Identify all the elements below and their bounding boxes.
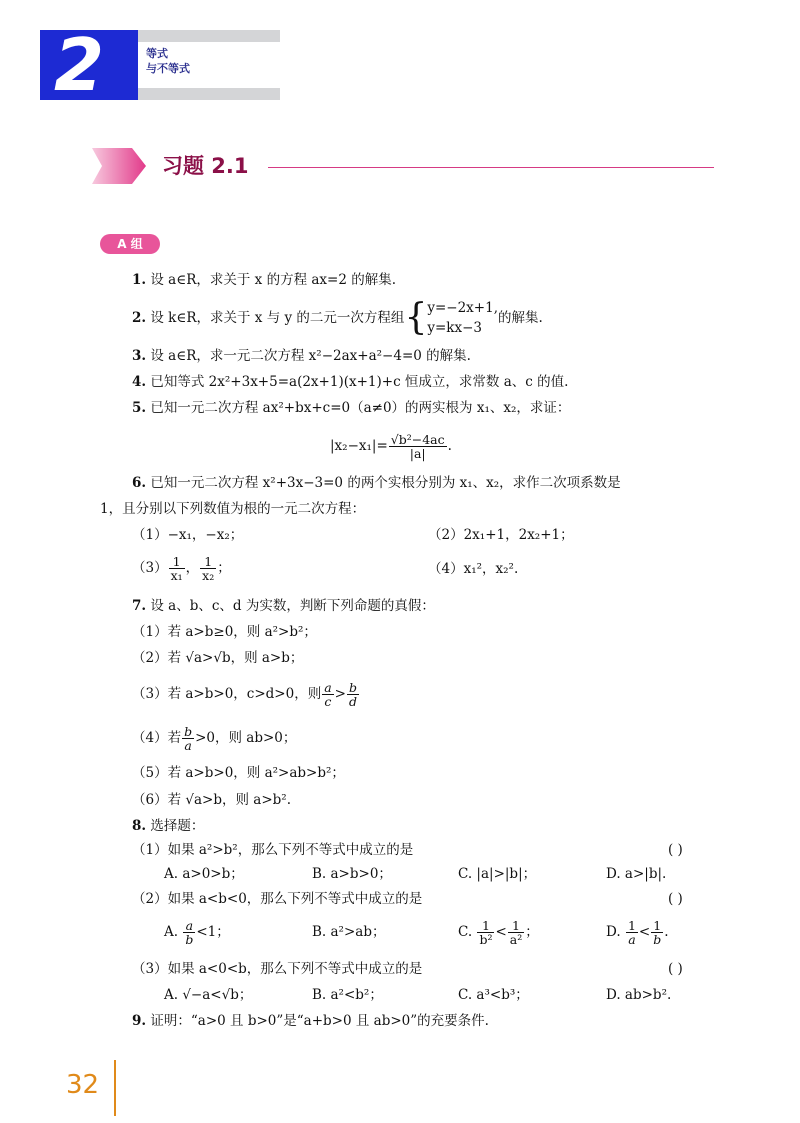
fraction-denominator: c	[324, 693, 332, 709]
fraction-numerator: b	[348, 679, 357, 695]
formula-end: .	[447, 438, 452, 454]
fraction	[322, 681, 333, 708]
fraction-numerator: 1	[169, 555, 185, 569]
fraction-numerator: √b²−4ac	[390, 431, 445, 447]
page-number-rule	[114, 1060, 116, 1116]
option-end: <1；	[196, 924, 230, 940]
option-end: ；	[217, 560, 231, 576]
exercise-3	[132, 347, 471, 365]
fraction-denominator: a²	[509, 931, 523, 947]
exercise-text: 设 k∈R，求关于 x 与 y 的二元一次方程组	[150, 310, 405, 326]
choice-3-D: D. ab>b².	[606, 987, 672, 1003]
choice-2-stem: （2）如果 a<b<0，那么下列不等式中成立的是	[132, 891, 423, 907]
exercise-number: 6.	[132, 475, 147, 491]
choice-1-D: D. a>|b|.	[606, 866, 667, 882]
fraction-denominator: x₂	[202, 567, 215, 583]
option-2: （2）2x₁+1，2x₂+1；	[428, 527, 574, 543]
fraction-numerator: 1	[477, 919, 494, 933]
exercise-6-cont: 1，且分别以下列数值为根的一元二次方程：	[100, 501, 366, 517]
page-number: 32	[66, 1070, 100, 1100]
fraction-denominator: d	[348, 693, 357, 709]
fraction	[626, 919, 638, 946]
exercise-text: 已知一元二次方程 x²+3x−3=0 的两个实根分别为 x₁、x₂，求作二次项系数是	[150, 475, 621, 491]
exercise-text: 选择题：	[150, 818, 205, 834]
equation-2: y=kx−3	[427, 320, 482, 336]
exercise-text: 设 a∈R，求关于 x 的方程 ax=2 的解集.	[150, 272, 397, 288]
choice-2-B: B. a²>ab；	[312, 924, 386, 940]
choice-3-B: B. a²<b²；	[312, 987, 383, 1003]
exercise-number: 1.	[132, 272, 147, 288]
answer-blank: ( )	[668, 891, 683, 907]
chapter-title-line1: 等式	[146, 47, 168, 60]
proposition-6: （6）若 √a>b，则 a>b².	[132, 792, 291, 808]
fraction	[651, 919, 663, 946]
fraction	[508, 919, 524, 946]
chapter-tab	[40, 23, 240, 107]
left-brace: {	[404, 297, 428, 338]
exercise-text: 已知一元二次方程 ax²+bx+c=0（a≠0）的两实根为 x₁、x₂，求证：	[150, 400, 571, 416]
answer-blank: ( )	[668, 842, 683, 858]
exercise-number: 2.	[132, 310, 147, 326]
fraction-numerator: b	[184, 723, 193, 739]
exercise-number: 3.	[132, 348, 147, 364]
exercise-number: 4.	[132, 374, 147, 390]
exercise-4	[132, 373, 568, 391]
less-than: <	[638, 924, 651, 940]
fraction-numerator: 1	[200, 555, 216, 569]
chapter-title	[146, 46, 190, 76]
equation-1: y=−2x+1,	[427, 300, 498, 316]
exercise-6	[132, 474, 621, 492]
fraction	[182, 725, 194, 752]
choice-2-A	[164, 914, 230, 950]
fraction	[347, 681, 359, 708]
exercise-text: 已知等式 2x²+3x+5=a(2x+1)(x+1)+c 恒成立，求常数 a、c 的值.	[150, 374, 569, 390]
fraction-numerator: a	[324, 679, 332, 695]
exercise-9	[132, 1012, 489, 1030]
fraction	[169, 555, 185, 582]
section-rule	[268, 167, 714, 168]
choice-2-D	[606, 914, 669, 950]
exercise-5-formula	[330, 426, 452, 466]
proposition-1: （1）若 a>b≥0，则 a²>b²；	[132, 624, 317, 640]
chapter-number: 2	[54, 23, 105, 107]
fraction-denominator: a	[184, 737, 192, 753]
fraction	[183, 919, 195, 946]
proposition-2: （2）若 √a>√b，则 a>b；	[132, 650, 304, 666]
exercise-1	[132, 271, 396, 289]
choice-3-stem: （3）如果 a<0<b，那么下列不等式中成立的是	[132, 961, 423, 977]
proposition-4-text: （4）若	[132, 730, 182, 746]
fraction-numerator: 1	[651, 919, 663, 933]
choice-3-C: C. a³<b³；	[458, 987, 529, 1003]
exercise-text-end: 的解集.	[498, 310, 543, 326]
exercise-7	[132, 597, 435, 615]
choice-1-C: C. |a|>|b|；	[458, 866, 537, 882]
option-letter: A.	[164, 924, 179, 940]
fraction-numerator: a	[183, 919, 195, 933]
option-end: ；	[525, 924, 539, 940]
fraction-numerator: 1	[627, 917, 636, 933]
group-label: A 组	[100, 234, 160, 254]
choice-1-stem: （1）如果 a²>b²，那么下列不等式中成立的是	[132, 842, 414, 858]
fraction	[477, 919, 494, 946]
option-letter: D.	[606, 924, 621, 940]
less-than: <	[495, 924, 507, 940]
exercise-number: 7.	[132, 598, 147, 614]
choice-1-B: B. a>b>0；	[312, 866, 392, 882]
chapter-title-line2: 与不等式	[146, 62, 190, 75]
fraction-denominator: a	[628, 931, 636, 947]
option-3	[132, 550, 231, 586]
fraction-denominator: b	[185, 931, 194, 947]
greater-than: >	[334, 686, 346, 702]
fraction-denominator: b	[653, 931, 662, 947]
option-1: （1）−x₁，−x₂；	[132, 527, 244, 543]
exercise-text: 设 a、b、c、d 为实数，判断下列命题的真假：	[150, 598, 435, 614]
option-letter: C.	[458, 924, 473, 940]
option-end: .	[664, 924, 669, 940]
choice-2-C	[458, 914, 539, 950]
proposition-4	[132, 720, 296, 756]
choice-1-A: A. a>0>b；	[164, 866, 244, 882]
exercise-2	[132, 297, 543, 339]
proposition-5: （5）若 a>b>0，则 a²>ab>b²；	[132, 765, 345, 781]
exercise-5	[132, 399, 570, 417]
choice-3-A: A. √−a<√b；	[164, 987, 253, 1003]
separator: ，	[185, 560, 200, 576]
option-3-label: （3）	[132, 560, 168, 576]
fraction	[200, 555, 216, 582]
section-title: 习题 2.1	[162, 154, 249, 178]
exercise-number: 8.	[132, 818, 147, 834]
exercise-text: 证明：“a>0 且 b>0”是“a+b>0 且 ab>0”的充要条件.	[150, 1013, 489, 1029]
exercise-text: 设 a∈R，求一元二次方程 x²−2ax+a²−4=0 的解集.	[150, 348, 471, 364]
answer-blank: ( )	[668, 961, 683, 977]
fraction-denominator: b²	[479, 931, 493, 947]
fraction-numerator: 1	[508, 919, 524, 933]
fraction	[389, 433, 447, 460]
exercise-8	[132, 817, 204, 835]
exercise-number: 9.	[132, 1013, 147, 1029]
fraction-denominator: |a|	[409, 445, 426, 461]
proposition-4-end: >0，则 ab>0；	[195, 730, 297, 746]
equation-system	[427, 298, 498, 338]
proposition-3-text: （3）若 a>b>0，c>d>0，则	[132, 686, 322, 702]
chapter-number-block	[40, 23, 138, 107]
fraction-denominator: x₁	[170, 567, 183, 583]
exercise-number: 5.	[132, 400, 147, 416]
section-arrow-icon	[92, 148, 146, 184]
proposition-3	[132, 676, 360, 712]
option-4: （4）x₁²，x₂².	[428, 561, 519, 577]
formula-lhs: |x₂−x₁|=	[330, 438, 388, 454]
